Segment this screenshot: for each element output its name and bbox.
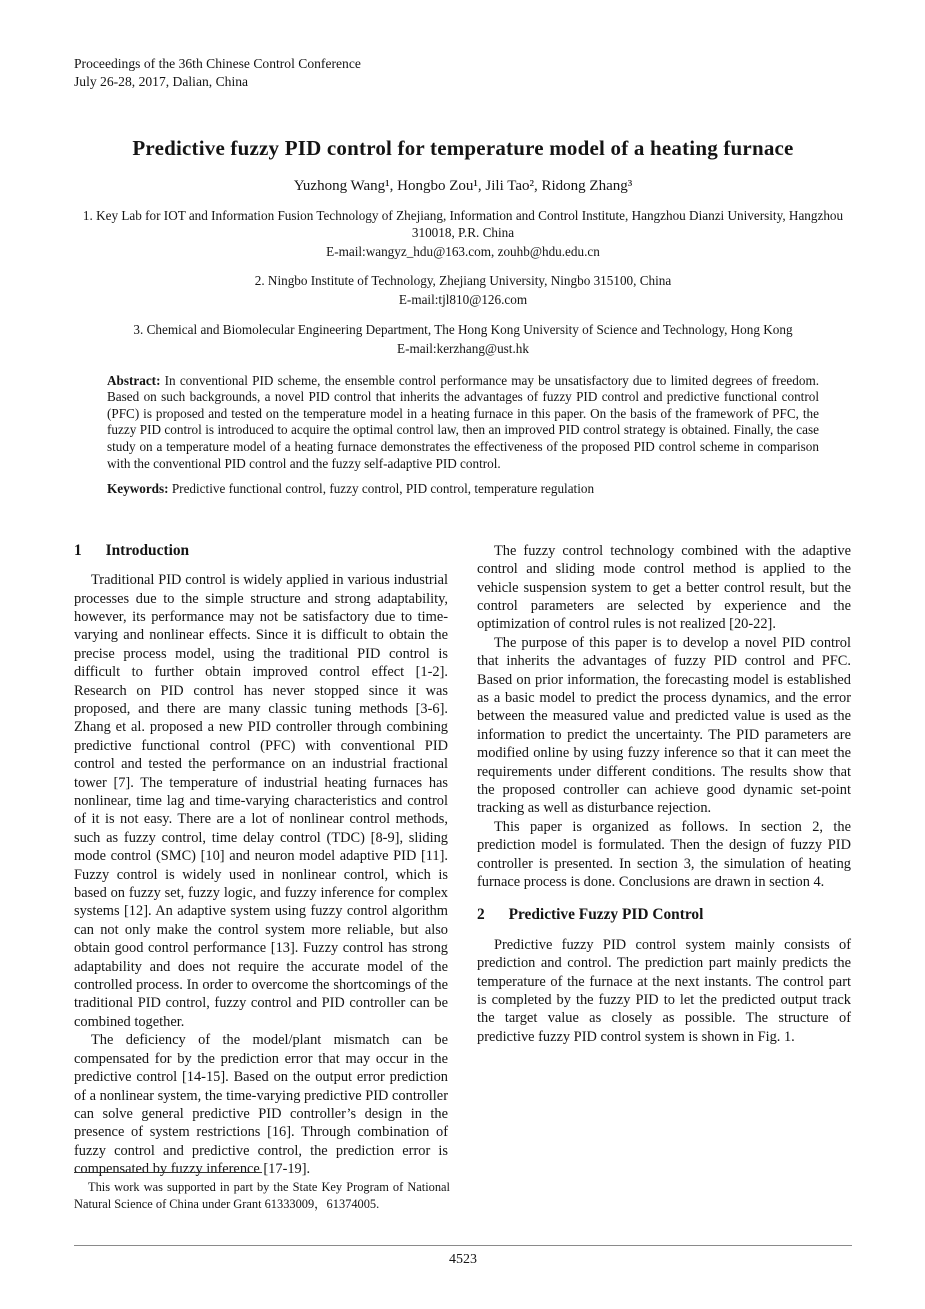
paper-title: Predictive fuzzy PID control for temperature model of a heating furnace (132, 136, 794, 160)
abstract (107, 373, 819, 473)
authors-line: Yuzhong Wang¹, Hongbo Zou¹, Jili Tao², Ridong Zhang³ (293, 178, 633, 194)
section-number: 1 (74, 541, 82, 559)
left-column (74, 542, 448, 1179)
section-title: Introduction (105, 541, 190, 559)
keywords-text: Predictive functional control, fuzzy control, PID control, temperature regulation (171, 481, 595, 497)
affiliation-3-email: E-mail:kerzhang@ust.hk (397, 340, 529, 356)
affiliation-1-text: 1. Key Lab for IOT and Information Fusion Technology of Zhejiang, Information and Control Institute, Hangzhou Dianzi University, Hangzhou 310018, P.R. China (82, 208, 844, 240)
affiliation-2 (74, 273, 852, 309)
affiliation-2-email: E-mail:tjl810@126.com (398, 292, 528, 308)
conference-header-line1: Proceedings of the 36th Chinese Control Conference (74, 56, 361, 71)
paragraph: This paper is organized as follows. In section 2, the prediction model is formulated. Then the design of fuzzy PID controller is presented. In section 3, the simulation of heating furnace process is done. Conclusions are drawn in section 4. (477, 818, 851, 891)
affiliation-1-email: E-mail:wangyz_hdu@163.com, zouhb@hdu.edu.cn (326, 243, 600, 259)
affiliation-3 (74, 322, 852, 358)
conference-header-line2: July 26-28, 2017, Dalian, China (74, 73, 249, 89)
abstract-text: In conventional PID scheme, the ensemble control performance may be unsatisfactory due to limited degrees of freedom. Based on such backgrounds, a novel PID control that inherits the advantages of fuzzy PID control and predictive functional control (PFC) is proposed and tested on the temperature model in a heating furnace in this paper. On the basis of the framework of PFC, the fuzzy PID control is introduced to acquire the optimal control law, then an improved PID control strategy is obtained. Finally, the case study on a temperature model of a heating furnace demonstrates the effectiveness of the proposed PID control scheme in comparison with the conventional PID control and the fuzzy self-adaptive PID control. (107, 372, 819, 471)
footnote (74, 1172, 450, 1212)
section-heading-predictive-fuzzy-pid-control (477, 906, 851, 924)
two-column-body (74, 542, 852, 1179)
affiliation-3-text: 3. Chemical and Biomolecular Engineering Department, The Hong Kong University of Science and Technology, Hong Kong (133, 321, 793, 337)
footnote-separator (74, 1172, 262, 1173)
right-column (477, 542, 851, 1179)
keywords-label: Keywords: (107, 481, 169, 497)
footnote-text: This work was supported in part by the State Key Program of National Natural Science of China under Grant 61333009，61374005. (74, 1180, 450, 1211)
conference-header (74, 55, 852, 90)
keywords (107, 481, 819, 498)
abstract-label: Abstract: (107, 372, 161, 388)
paragraph: The purpose of this paper is to develop a novel PID control that inherits the advantages of fuzzy PID control and PFC. Based on prior information, the forecasting model is established as a basic model to predict the process dynamics, and the error between the measured value and predicted value is used as the information to predict the uncertainty. The PID parameters are modified online by using fuzzy inference so that it can meet the requirements under different conditions. The results show that the proposed controller can achieve good dynamic set-point tracking as well as disturbance rejection. (477, 634, 851, 817)
page-number: 4523 (449, 1252, 477, 1267)
paragraph: Traditional PID control is widely applied in various industrial processes due to the simple structure and strong adaptability, however, its performance may not be satisfactory due to time-varying and nonlinear effects. Since it is difficult to obtain the precise process model, using the traditional PID control is difficult to further obtain improved control effect [1-2]. Research on PID control has never stopped since it was proposed, and there are many classic tuning methods [3-6]. Zhang et al. proposed a new PID controller through combining predictive functional control (PFC) with conventional PID control and tested the performance on an industrial fractional tower [7]. The temperature of industrial heating furnaces has nonlinear, time lag and time-varying characteristics and control of it is not easy. There are a lot of nonlinear control methods, such as fuzzy control, time delay control (TDC) [8-9], sliding mode control (SMC) [10] and neuron model adaptive PID [11]. Fuzzy control is widely used in nonlinear control, which is based on fuzzy set, fuzzy logic, and fuzzy inference for complex systems [12]. An adaptive system using fuzzy control algorithm can not only make the control system more reliable, but also obtain good control performance [13]. Fuzzy control has strong adaptability and does not require the accurate model of the controlled process. In order to overcome the shortcomings of the traditional PID control, fuzzy control and PID controller can be combined together. (74, 572, 448, 1030)
section-title: Predictive Fuzzy PID Control (508, 906, 704, 924)
section-heading-introduction (74, 542, 448, 560)
section-number: 2 (477, 906, 485, 924)
affiliation-2-text: 2. Ningbo Institute of Technology, Zhejiang University, Ningbo 315100, China (254, 273, 672, 289)
paragraph: Predictive fuzzy PID control system mainly consists of prediction and control. The prediction part mainly predicts the temperature of the furnace at the next instants. The control part is completed by the fuzzy PID to let the predicted output track the target value as closely as possible. The structure of predictive fuzzy PID control system is shown in Fig. 1. (477, 936, 851, 1045)
paragraph: The fuzzy control technology combined with the adaptive control and sliding mode control method is applied to the vehicle suspension system to get a better control result, but the control parameters are selected by experience and the optimization of control rules is not realized [20-22]. (477, 542, 851, 633)
paragraph: The deficiency of the model/plant mismatch can be compensated for by the prediction error that may occur in the predictive control [14-15]. Based on the output error prediction of a nonlinear system, the time-varying predictive PID controller can solve general predictive PID controller’s design in the presence of system restrictions [16]. Through combination of fuzzy control and predictive control, the prediction error is compensated by fuzzy inference [17-19]. (74, 1032, 448, 1178)
page-footer (74, 1245, 852, 1268)
affiliation-1 (74, 208, 852, 260)
